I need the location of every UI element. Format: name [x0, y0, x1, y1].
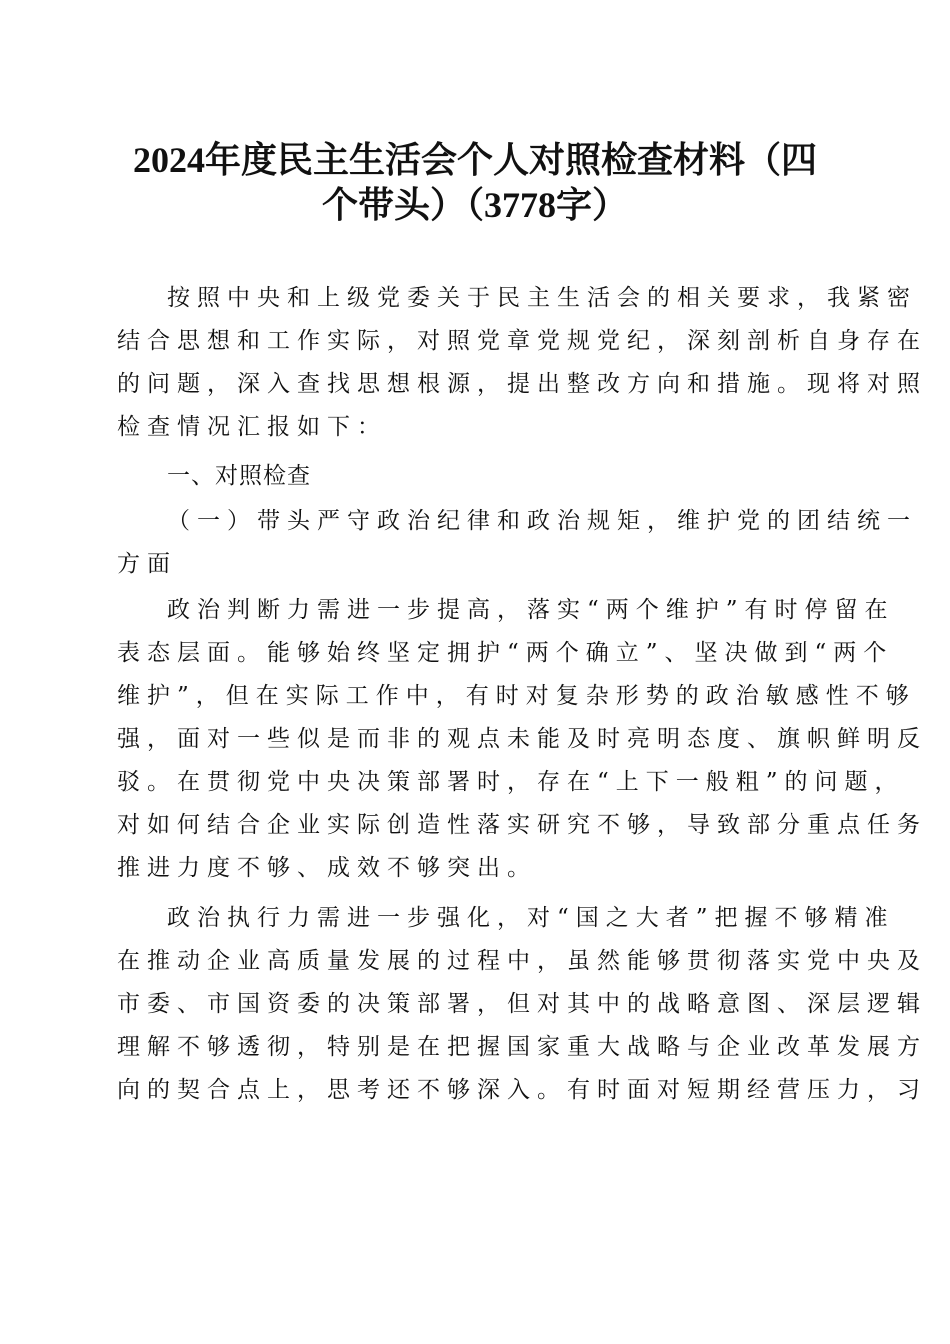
text-line: 理解不够透彻，特别是在把握国家重大战略与企业改革发展方	[117, 1034, 927, 1060]
paragraph-political-execution	[117, 897, 927, 1112]
text-line: 的问题，深入查找思想根源，提出整改方向和措施。现将对照	[117, 371, 927, 397]
intro-paragraph	[117, 277, 927, 449]
text-line: 政治执行力需进一步强化，对“国之大者”把握不够精准	[167, 905, 895, 931]
text-line: 维护”，但在实际工作中，有时对复杂形势的政治敏感性不够	[117, 683, 916, 709]
paragraph-political-judgment	[117, 589, 927, 890]
text-line: 推进力度不够、成效不够突出。	[117, 855, 537, 881]
text-line: 检查情况汇报如下：	[117, 414, 387, 440]
text-line: 强，面对一些似是而非的观点未能及时亮明态度、旗帜鲜明反	[117, 726, 927, 752]
title-line: 个带头）（3778字）	[321, 185, 628, 225]
text-line: 政治判断力需进一步提高，落实“两个维护”有时停留在	[167, 597, 895, 623]
text-line: 在推动企业高质量发展的过程中，虽然能够贯彻落实党中央及	[117, 948, 927, 974]
document-title	[0, 138, 950, 228]
title-line: 2024年度民主生活会个人对照检查材料（四	[132, 140, 817, 180]
subsection-heading	[117, 500, 917, 586]
text-line: 方面	[117, 551, 177, 577]
text-line: 按照中央和上级党委关于民主生活会的相关要求，我紧密	[167, 285, 917, 311]
text-line: （一）带头严守政治纪律和政治规矩，维护党的团结统一	[167, 508, 917, 534]
text-line: 市委、市国资委的决策部署，但对其中的战略意图、深层逻辑	[117, 991, 927, 1017]
text-line: 表态层面。能够始终坚定拥护“两个确立”、坚决做到“两个	[117, 640, 894, 666]
text-line: 结合思想和工作实际，对照党章党规党纪，深刻剖析自身存在	[117, 328, 927, 354]
text-line: 驳。在贯彻党中央决策部署时，存在“上下一般粗”的问题，	[117, 769, 905, 795]
text-line: 向的契合点上，思考还不够深入。有时面对短期经营压力，习	[117, 1077, 927, 1103]
text-line: 对如何结合企业实际创造性落实研究不够，导致部分重点任务	[117, 812, 927, 838]
section-heading-text: 一、对照检查	[167, 463, 311, 489]
section-heading	[117, 455, 823, 498]
